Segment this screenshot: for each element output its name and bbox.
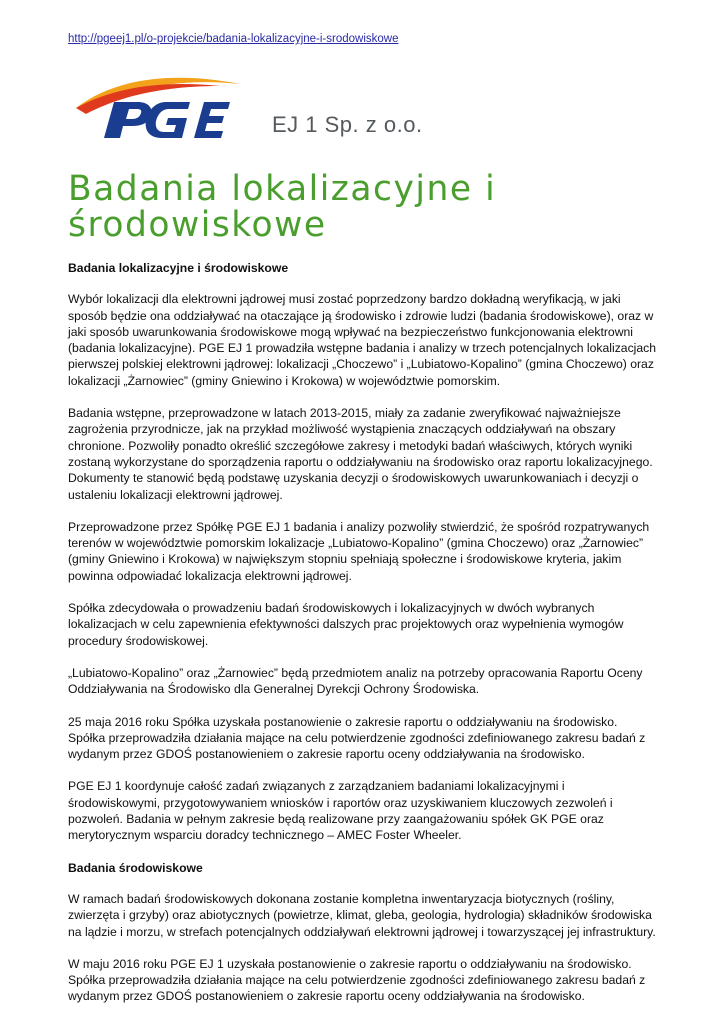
logo-wordmark (104, 102, 230, 138)
paragraph: 25 maja 2016 roku Spółka uzyskała postanowienie o zakresie raportu o oddziaływaniu na środowisko. Spółka przeprowadziła działania mające na celu potwierdzenie zgodności zdefiniowanego zakresu badań z wydanym przez GDOŚ postanowieniem o zakresie raportu oceny oddziaływania na środowisko. (68, 714, 646, 762)
section-heading: Badania środowiskowe (68, 860, 203, 875)
paragraph: W maju 2016 roku PGE EJ 1 uzyskała postanowienie o zakresie raportu o oddziaływaniu na środowisko. Spółka przeprowadziła działania mające na celu potwierdzenie zgodności zdefiniowanego zakresu badań z wydanym przez GDOŚ postanowieniem o zakresie raportu oceny oddziaływania na środowisko. (68, 956, 646, 1004)
article-body (68, 260, 658, 1021)
paragraph: Wybór lokalizacji dla elektrowni jądrowej musi zostać poprzedzony bardzo dokładną weryfikacją, w jaki sposób będzie ona oddziaływać na otaczające ją środowisko i zdrowie ludzi (badania środowiskowe), oraz w jaki sposób uwarunkowania środowiskowe mogą wpływać na bezpieczeństwo funkcjonowania elektrowni (badania lokalizacyjne). PGE EJ 1 prowadziła wstępne badania i analizy w trzech potencjalnych lokalizacjach pierwszej polskiej elektrowni jądrowej: lokalizacji „Choczewo” i „Lubiatowo-Kopalino” (gmina Choczewo) oraz lokalizacji „Żarnowiec” (gminy Gniewino i Krokowa) w województwie pomorskim. (68, 292, 657, 388)
paragraph: Przeprowadzone przez Spółkę PGE EJ 1 badania i analizy pozwoliły stwierdzić, że spośród rozpatrywanych terenów w województwie pomorskim lokalizacje „Lubiatowo-Kopalino” (gmina Choczewo) oraz „Żarnowiec” (gminy Gniewino i Krokowa) w największym stopniu spełniają społeczne i środowiskowe kryteria, jakim powinna odpowiadać lokalizacja elektrowni jądrowej. (68, 519, 650, 583)
paragraph: W ramach badań środowiskowych dokonana zostanie kompletna inwentaryzacja biotycznych (rośliny, zwierzęta i grzyby) oraz abiotycznych (powietrze, klimat, gleba, geologia, hydrologia) składników środowiska na lądzie i morzu, w strefach potencjalnych oddziaływań elektrowni jądrowej i towarzyszącej jej infrastruktury. (68, 891, 656, 939)
logo-tagline: EJ 1 Sp. z o.o. (272, 112, 423, 137)
paragraph: „Lubiatowo-Kopalino” oraz „Żarnowiec” będą przedmiotem analiz na potrzeby opracowania Raportu Oceny Oddziaływania na Środowisko dla Generalnej Dyrekcji Ochrony Środowiska. (68, 665, 643, 697)
paragraph: PGE EJ 1 koordynuje całość zadań związanych z zarządzaniem badaniami lokalizacyjnymi i środowiskowymi, przygotowywaniem wniosków i raportów oraz uzyskiwaniem kluczowych zezwoleń i pozwoleń. Badania w pełnym zakresie będą realizowane przy zaangażowaniu spółek GK PGE oraz merytorycznym wsparciu doradcy technicznego – AMEC Foster Wheeler. (68, 779, 613, 843)
paragraph: Spółka zdecydowała o prowadzeniu badań środowiskowych i lokalizacyjnych w dwóch wybranych lokalizacjach w celu zapewnienia efektywności dalszych prac projektowych oraz wypełnienia wymogów procedury środowiskowej. (68, 601, 624, 648)
source-url-link[interactable]: http://pgeej1.pl/o-projekcie/badania-lokalizacyjne-i-srodowiskowe (68, 33, 399, 45)
paragraph: Badania wstępne, przeprowadzone w latach 2013-2015, miały za zadanie zweryfikować najważniejsze zagrożenia przyrodnicze, jak na przykład możliwość wystąpienia znaczących oddziaływań na obszary chronione. Pozwoliły ponadto określić szczegółowe zakresy i metodyki badań właściwych, których wyniki zostaną wykorzystane do sporządzenia raportu o oddziaływaniu na środowisko oraz raportu lokalizacyjnego. Dokumenty te stanowić będą podstawę uzyskania decyzji o środowiskowych uwarunkowaniach i decyzji o ustaleniu lokalizacji elektrowni jądrowej. (68, 406, 653, 502)
section-heading: Badania lokalizacyjne i środowiskowe (68, 261, 289, 275)
page-title: Badania lokalizacyjne i środowiskowe (68, 169, 497, 245)
